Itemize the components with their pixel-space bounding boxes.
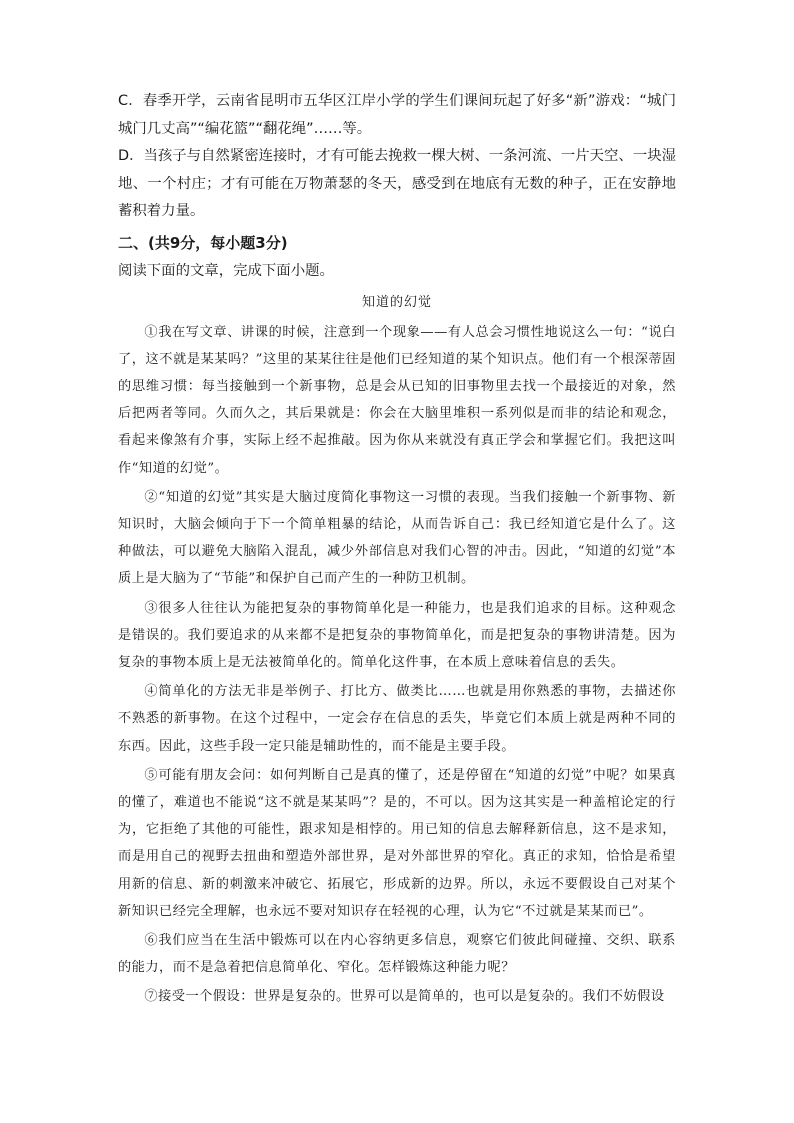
article-paragraph-1: ①我在写文章、讲课的时候，注意到一个现象——有人总会习惯性地说这么一句：“说白了，这不就是某某吗？”这里的某某往往是他们已经知道的某个知识点。他们有一个根深蒂固的思维习惯：每当接触到一个新事物，总是会从已知的旧事物里去找一个最接近的对象，然后把两者等同。久而久之，其后果就是：你会在大脑里堆积一系列似是而非的结论和观念，看起来像煞有介事，实际上经不起推敲。因为你从来就没有真正学会和掌握它们。我把这叫作“知道的幻觉”。	[118, 324, 676, 476]
article-paragraph-6: ⑥我们应当在生活中锻炼可以在内心容纳更多信息，观察它们彼此间碰撞、交织、联系的能力，而不是急着把信息简单化、窄化。怎样锻炼这种能力呢？	[118, 932, 676, 976]
article-title: 知道的幻觉	[361, 294, 432, 310]
article-paragraph-2: ②“知道的幻觉”其实是大脑过度简化事物这一习惯的表现。当我们接触一个新事物、新知识时，大脑会倾向于下一个简单粗暴的结论，从而告诉自己：我已经知道它是什么了。这种做法，可以避免大脑陷入混乱，减少外部信息对我们心智的冲击。因此，“知道的幻觉”本质上是大脑为了“节能”和保护自己而产生的一种防卫机制。	[118, 489, 676, 587]
section-heading: 二、(共9分，每小题3分)	[118, 233, 288, 252]
option-d: D．当孩子与自然紧密连接时，才有可能去挽救一棵大树、一条河流、一片天空、一块湿地、一个村庄；才有可能在万物萧瑟的冬天，感受到在地底有无数的种子，正在安静地蓄积着力量。	[118, 148, 676, 219]
article-paragraph-3: ③很多人往往认为能把复杂的事物简单化是一种能力，也是我们追求的目标。这种观念是错误的。我们要追求的从来都不是把复杂的事物简单化，而是把复杂的事物讲清楚。因为复杂的事物本质上是无法被简单化的。简单化这件事，在本质上意味着信息的丢失。	[118, 600, 676, 670]
section-instruction: 阅读下面的文章，完成下面小题。	[118, 262, 334, 279]
document-page	[118, 88, 676, 1013]
article-paragraph-4: ④简单化的方法无非是举例子、打比方、做类比……也就是用你熟悉的事物，去描述你不熟悉的新事物。在这个过程中，一定会存在信息的丢失，毕竟它们本质上就是两种不同的东西。因此，这些手段一定只能是辅助性的，而不能是主要手段。	[118, 684, 676, 754]
option-c: C．春季开学，云南省昆明市五华区江岸小学的学生们课间玩起了好多“新”游戏：“城门城门几丈高”“编花篮”“翻花绳”……等。	[118, 93, 676, 137]
article-paragraph-5: ⑤可能有朋友会问：如何判断自己是真的懂了，还是停留在“知道的幻觉”中呢？如果真的懂了，难道也不能说“这不就是某某吗”？是的，不可以。因为这其实是一种盖棺论定的行为，它拒绝了其他的可能性，跟求知是相悖的。用已知的信息去解释新信息，这不是求知，而是用自己的视野去扭曲和塑造外部世界，是对外部世界的窄化。真正的求知，恰恰是希望用新的信息、新的刺激来冲破它、拓展它，形成新的边界。所以，永远不要假设自己对某个新知识已经完全理解，也永远不要对知识存在轻视的心理，认为它“不过就是某某而已”。	[118, 767, 676, 919]
article-paragraph-7: ⑦接受一个假设：世界是复杂的。世界可以是简单的，也可以是复杂的。我们不妨假设	[144, 989, 665, 1005]
